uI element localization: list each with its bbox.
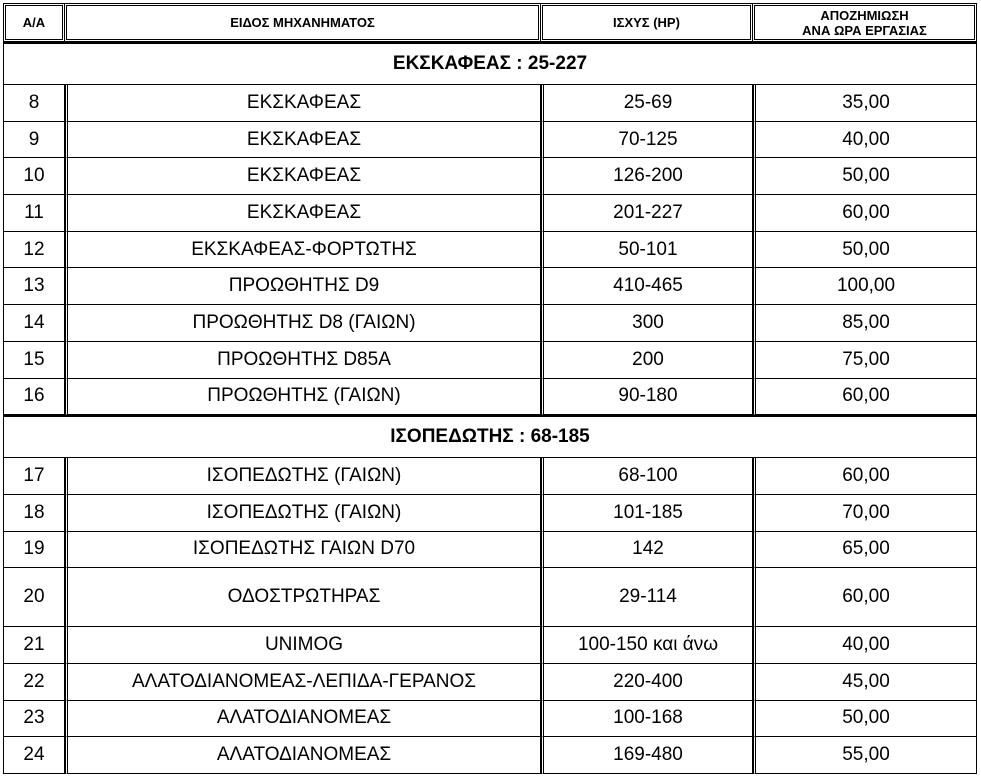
table-body [3, 42, 977, 774]
power-cell: 142 [541, 532, 753, 569]
table-row [3, 568, 977, 627]
power-cell: 100-168 [541, 701, 753, 738]
header-aa: Α/Α [3, 3, 65, 42]
table-row [3, 701, 977, 738]
compensation-cell: 60,00 [753, 568, 977, 627]
table-row [3, 158, 977, 195]
machine-type-cell: ΕΚΣΚΑΦΕΑΣ [65, 195, 541, 232]
machine-type-cell: ΙΣΟΠΕΔΩΤΗΣ (ΓΑΙΩΝ) [65, 458, 541, 495]
machine-type-cell: ΑΛΑΤΟΔΙΑΝΟΜΕΑΣ [65, 737, 541, 774]
machine-type-cell: ΑΛΑΤΟΔΙΑΝΟΜΕΑΣ [65, 701, 541, 738]
header-compensation [753, 3, 977, 42]
table-row [3, 268, 977, 305]
row-number: 12 [3, 232, 65, 269]
compensation-cell: 70,00 [753, 495, 977, 532]
power-cell: 200 [541, 342, 753, 379]
power-cell: 201-227 [541, 195, 753, 232]
header-compensation-line2: ΑΝΑ ΩΡΑ ΕΡΓΑΣΙΑΣ [802, 22, 927, 38]
section-title: ΙΣΟΠΕΔΩΤΗΣ : 68-185 [3, 415, 977, 458]
power-cell: 169-480 [541, 737, 753, 774]
compensation-cell: 40,00 [753, 122, 977, 159]
power-cell: 300 [541, 305, 753, 342]
compensation-cell: 75,00 [753, 342, 977, 379]
table-row [3, 737, 977, 774]
row-number: 11 [3, 195, 65, 232]
power-cell: 410-465 [541, 268, 753, 305]
machine-type-cell: ΑΛΑΤΟΔΙΑΝΟΜΕΑΣ-ΛΕΠΙΔΑ-ΓΕΡΑΝΟΣ [65, 664, 541, 701]
power-cell: 220-400 [541, 664, 753, 701]
compensation-cell: 50,00 [753, 158, 977, 195]
compensation-cell: 50,00 [753, 232, 977, 269]
table-header [3, 3, 977, 42]
power-cell: 25-69 [541, 85, 753, 122]
row-number: 20 [3, 568, 65, 627]
row-number: 9 [3, 122, 65, 159]
machine-type-cell: ΕΚΣΚΑΦΕΑΣ [65, 85, 541, 122]
row-number: 22 [3, 664, 65, 701]
header-power: ΙΣΧΥΣ (HP) [541, 3, 753, 42]
compensation-cell: 40,00 [753, 627, 977, 664]
machine-type-cell: ΠΡΟΩΘΗΤΗΣ D8 (ΓΑΙΩΝ) [65, 305, 541, 342]
row-number: 18 [3, 495, 65, 532]
row-number: 8 [3, 85, 65, 122]
power-cell: 70-125 [541, 122, 753, 159]
table-row [3, 122, 977, 159]
row-number: 14 [3, 305, 65, 342]
table-row [3, 305, 977, 342]
table-row [3, 232, 977, 269]
machine-type-cell: UNIMOG [65, 627, 541, 664]
section-title: ΕΚΣΚΑΦΕΑΣ : 25-227 [3, 42, 977, 85]
row-number: 17 [3, 458, 65, 495]
power-cell: 100-150 και άνω [541, 627, 753, 664]
row-number: 19 [3, 532, 65, 569]
power-cell: 90-180 [541, 379, 753, 416]
compensation-cell: 50,00 [753, 701, 977, 738]
header-machine-type: ΕΙΔΟΣ ΜΗΧΑΝΗΜΑΤΟΣ [65, 3, 541, 42]
compensation-cell: 60,00 [753, 195, 977, 232]
row-number: 23 [3, 701, 65, 738]
row-number: 21 [3, 627, 65, 664]
power-cell: 68-100 [541, 458, 753, 495]
row-number: 13 [3, 268, 65, 305]
table-row [3, 664, 977, 701]
table-row [3, 342, 977, 379]
table-row [3, 495, 977, 532]
table-row [3, 458, 977, 495]
compensation-cell: 85,00 [753, 305, 977, 342]
table-row [3, 627, 977, 664]
machine-type-cell: ΠΡΟΩΘΗΤΗΣ (ΓΑΙΩΝ) [65, 379, 541, 416]
machinery-compensation-table [3, 3, 977, 774]
compensation-cell: 55,00 [753, 737, 977, 774]
table-row [3, 85, 977, 122]
compensation-cell: 35,00 [753, 85, 977, 122]
section-header-row [3, 415, 977, 458]
table-row [3, 379, 977, 416]
machinery-table-container [3, 3, 977, 774]
machine-type-cell: ΙΣΟΠΕΔΩΤΗΣ ΓΑΙΩΝ D70 [65, 532, 541, 569]
table-row [3, 195, 977, 232]
compensation-cell: 100,00 [753, 268, 977, 305]
compensation-cell: 60,00 [753, 458, 977, 495]
header-row [3, 3, 977, 42]
compensation-cell: 60,00 [753, 379, 977, 416]
machine-type-cell: ΠΡΟΩΘΗΤΗΣ D85A [65, 342, 541, 379]
power-cell: 29-114 [541, 568, 753, 627]
power-cell: 50-101 [541, 232, 753, 269]
machine-type-cell: ΠΡΟΩΘΗΤΗΣ D9 [65, 268, 541, 305]
table-row [3, 532, 977, 569]
row-number: 10 [3, 158, 65, 195]
machine-type-cell: ΙΣΟΠΕΔΩΤΗΣ (ΓΑΙΩΝ) [65, 495, 541, 532]
power-cell: 101-185 [541, 495, 753, 532]
machine-type-cell: ΕΚΣΚΑΦΕΑΣ [65, 122, 541, 159]
row-number: 24 [3, 737, 65, 774]
compensation-cell: 65,00 [753, 532, 977, 569]
header-compensation-line1: ΑΠΟΖΗΜΙΩΣΗ [820, 7, 909, 23]
section-header-row [3, 42, 977, 85]
compensation-cell: 45,00 [753, 664, 977, 701]
row-number: 16 [3, 379, 65, 416]
machine-type-cell: ΕΚΣΚΑΦΕΑΣ-ΦΟΡΤΩΤΗΣ [65, 232, 541, 269]
row-number: 15 [3, 342, 65, 379]
machine-type-cell: ΟΔΟΣΤΡΩΤΗΡΑΣ [65, 568, 541, 627]
machine-type-cell: ΕΚΣΚΑΦΕΑΣ [65, 158, 541, 195]
power-cell: 126-200 [541, 158, 753, 195]
